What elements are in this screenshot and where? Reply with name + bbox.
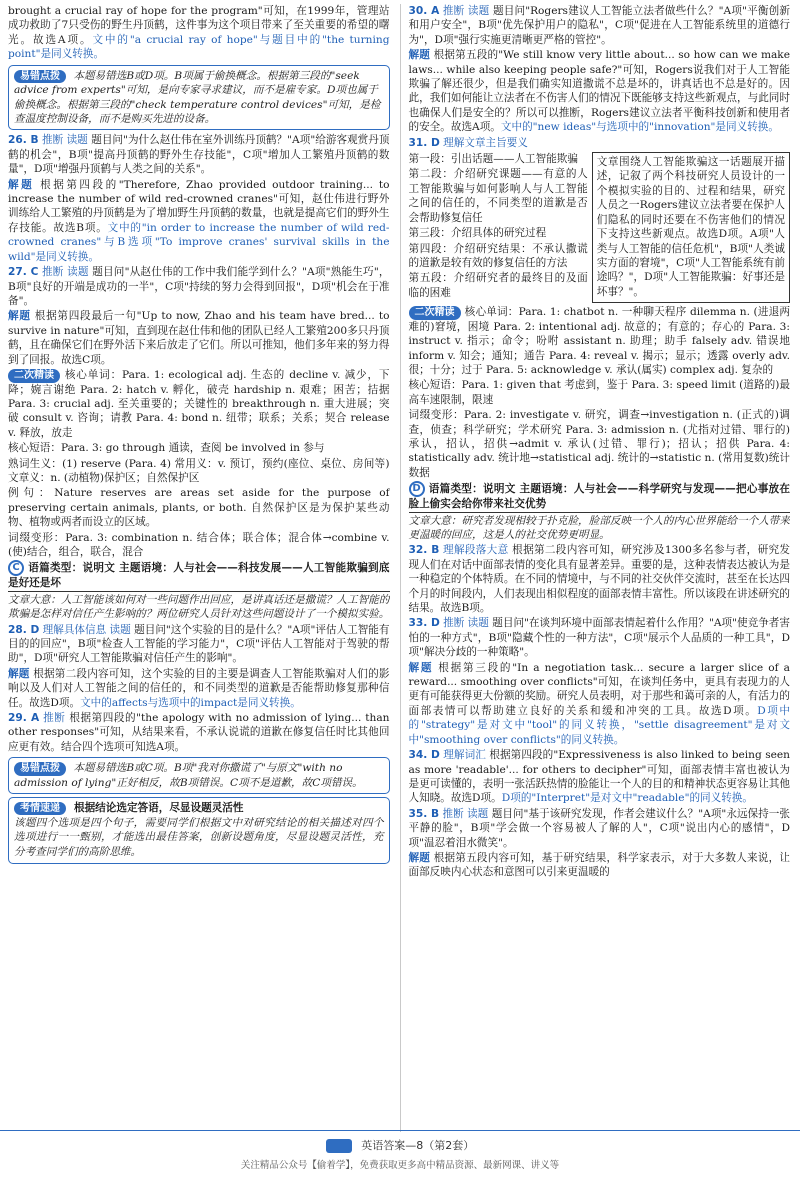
- section-c-header: C 语篇类型：说明文 主题语境：人与社会——科技发展——人工智能欺骗到底是好还是坏: [8, 560, 390, 591]
- affix-b: 词缀变形：Para. 3: combination n. 结合体；联合体；混合体→combine v. (使)结合，组合，联合，混合: [8, 531, 390, 558]
- q27-question: 27. C 推断 读题 题目问"从赵仕伟的工作中我们能学到什么？"A项"熟能生巧"，B项"良好的开端是成功的一半"，C项"持续的努力会得到回报"，D项"机会在于准备"。: [8, 266, 390, 307]
- example-b: 例句：Nature reserves are areas set aside for the purpose of preserving certain animals, plants, or both. 自然保护区是为保护某些动物、植物或两者而设立的区域。: [8, 487, 390, 529]
- q26-solution: 解题 根据第四段的"Therefore, Zhao provided outdoor training... to increase the number of wild red-crowned cranes"可知，赵仕伟进行野外训练给人工繁殖的丹顶鹤是为了增加野生丹顶鹤的数量，也就是提高它们的野外生存技能。故选B项。文中的"in order to increase the number of wild red-crowned cranes"与B选项"To improve cranes' survival skills in the wild"是同义转换。: [8, 178, 390, 263]
- right-column: [400, 4, 791, 1132]
- section-d-badge: D: [409, 481, 425, 497]
- second-reading-b: 二次精读 核心单词：Para. 1: ecological adj. 生态的 decline v. 减少，下降；婉言谢绝 Para. 2: hatch v. 孵化，破壳 hardship n. 艰难；困苦；拮据 Para. 3: crucial adj. 至关重要的；关键性的 breakthrough n. 重大进展；突破 consult v. 咨询；请教 Para. 4: bond n. 纽带；联系；关系；契合 release v. 释放，放走: [8, 368, 390, 439]
- page-number-label: 英语答案—8（第2套）: [361, 1139, 475, 1152]
- q29-question: 29. A 推断 根据第四段的"the apology with no admission of lying... than other responses"可知，从结果来看，不承认说谎的道歉在修复信任时比其他回应更有效。结合四个选项可知选A项。: [8, 712, 390, 753]
- publisher-logo-icon: [326, 1139, 352, 1153]
- core-phrases-b: 核心短语：Para. 3: go through 通读，查阅 be involved in 参与: [8, 442, 325, 455]
- q34-question: 34. D 理解词汇 根据第四段的"Expressiveness is also linked to being seen as more 'readable'... for others to decipher"可知，面部表情丰富也被认为是更可读懂的，表明一张活跃热情的脸能让一个人的目的和精神状态更容易让其他人知晓。故选D项。D项的"Interpret"是对文中"readable"的同义转换。: [408, 749, 790, 805]
- second-reading-c: 二次精读 核心单词：Para. 1: chatbot n. 一种聊天程序 dilemma n. (进退两难的)窘境，困境 Para. 2: intentional adj. 故意的；有意的；存心的 Para. 3: instruct v. 指示；命令；吩咐 assistant n. 助理；助手 falsely adv. 错误地 inform v. 知会；通知；通告 Para. 4: reveal v. 揭示；显示；透露 overly adv. 很；十分；过于 Para. 5: acknowledge v. 承认(属实) complex adj. 复杂的: [408, 306, 790, 376]
- q31-analysis-box: 文章围绕人工智能欺骗这一话题展开描述，记叙了两个科技研究人员设计的一个模拟实验的目的、过程和结果，研究人员之一Rogers建议立法者要在保护人们隐私的同时还要在不伤害他们的情况下支持这些新观点。故选D项。A项"人类与人工智能的信任危机"，B项"人类诚实方面的窘境"，C项"人工智能系统有前途吗？"，D项"人工智能欺骗：好事还是坏事？"。: [592, 152, 790, 303]
- q33-solution: 解题 根据第三段的"In a negotiation task... secure a larger slice of a reward... smoothing over conflicts"可知，在谈判任务中，更具有表现力的人更有可能获得更大份额的奖励。研究人员表明，对于那些和蔼可亲的人，有活力的面部表情可以帮助建立良好的关系和缓和冲突的工具。故选D项。D项中的"strategy"是对文中"tool"的同义转换，"settle disagreement"是对文中"smoothing over conflicts"的同义转换。: [408, 661, 790, 746]
- exam-insight-text: 该题四个选项是四个句子，需要同学们根据文中对研究结论的相关描述对四个选项进行一一甄别，才能选出最佳答案，创新设题角度，尽显设题灵活性，充分考查同学们的高阶思维。: [14, 816, 384, 858]
- q27-solution: 解题 根据第四段最后一句"Up to now, Zhao and his team have bred... to survive in nature"可知，直到现在赵仕伟和他的团队已经人工繁殖200多只丹顶鹤，且在确保它们在野外活下来后放走了它们。所以可推知，他们多年来的努力得到了回报。故选C项。: [8, 310, 390, 366]
- intro-blue-note: 文中的"a crucial ray of hope"与题目中的"the turning point"是同义转换。: [8, 33, 390, 61]
- page-footer: [0, 1130, 800, 1158]
- error-tip-text: 本题易错选B或D项。B项属于偷换概念。根据第三段的"seek advice from experts"可知，是向专家寻求建议，而不是雇专家。D项也属于偷换概念。根据第三段的"check temperature control devices"可知，是检查温度控制设备，而不是购买先进的设备。: [14, 69, 381, 126]
- q31-paragraph-outline: 第一段：引出话题——人工智能欺骗 第二段：介绍研究课题——有意的人工智能欺骗与如何影响人与人工智能之间的信任的，不同类型的道歉是否会帮助修复信任 第三段：介绍具体的研究过程 第四段：介绍研究结果：不承认撒谎的道歉是较有效的修复信任的方法 第五段：介绍研究者的最终目的及面临的困难: [408, 153, 588, 299]
- q31-structure: [409, 152, 791, 303]
- q31-question: 31. D 理解文章主旨要义: [408, 136, 528, 149]
- exam-insight-title: 根据结论选定答语，尽显设题灵活性: [74, 802, 244, 815]
- error-tip-label: 易错点拨: [14, 70, 66, 84]
- exam-insight-label: 考情速递: [14, 802, 66, 816]
- q35-question: 35. B 推断 读题 题目问"基于该研究发现，作者会建议什么？"A项"永远保持一张平静的脸"，B项"学会做一个容易被人了解的人"，C项"说出内心的感情"，D项"温忍着泪水微笑"。: [408, 807, 790, 849]
- summary-c: 文章大意：人工智能该如何对一些问题作出回应，是讲真话还是撒谎？人工智能的欺骗是怎样对信任产生影响的？两位研究人员针对这些问题设计了一个模拟实验。: [8, 593, 390, 621]
- section-d-header: D 语篇类型：说明文 主题语境：人与社会——科学研究与发现——把心事放在脸上偷实会给你带来社交优势: [409, 481, 791, 512]
- q30-solution: 解题 根据第五段的"We still know very little about... so how can we make laws... while also keeping people safe?"可知，Rogers说我们对于人工智能欺骗了解还很少，但是我们确实知道撒谎不总是坏的，讲真话也不总是好的。因此，我们如何能让立法者在不伤害人们的情况下既能够支持这些新观点，与此同时也确保人们是安全的？所以可以推断，Rogers建议立法者平衡科技创新和使用者的安全。故选A项。文中的"new ideas"与选项中的"innovation"是同义转换。: [408, 49, 790, 134]
- affix-c: 词缀变形：Para. 2: investigate v. 研究，调查→investigation n. (正式的)调查，侦查；科学研究；学术研究 Para. 3: admission n. (尤指对过错、罪行的)承认，招认，招供→admit v. 承认(过错、罪行)；招认；招供 Para. 4: statistically adv. 统计地→statistical adj. 统计的→statistic n. (常用复数)统计数据: [408, 409, 790, 479]
- shuci-b: 熟词生义：(1) reserve (Para. 4) 常用义：v. 预订，预约(座位、桌位、房间等) 文章义：n. (动植物)保护区；自然保护区: [8, 457, 390, 484]
- q26-question: 26. B 推断 读题 题目问"为什么赵仕伟在室外训练丹顶鹤？"A项"给游客观赏丹顶鹤的机会"，B项"提高丹顶鹤的野外生存技能"，C项"增加人工繁殖丹顶鹤的数量"，D项"增强丹顶鹤与人类之间的关系"。: [8, 134, 390, 176]
- section-c-badge: C: [8, 560, 24, 576]
- core-phrases-c: 核心短语：Para. 1: given that 考虑到，鉴于 Para. 3: speed limit (道路的)最高车速限制，限速: [408, 379, 790, 406]
- error-tip-box-2: 易错点拨 本题易错选B或C项。B项"我对你撒谎了"与原文"with no admission of lying"正好相反，故B项错误。C项不是道歉，故C项错误。: [8, 757, 390, 794]
- q32-question: 32. B 理解段落大意 根据第二段内容可知，研究涉及1300多名参与者，研究发现人们在对话中面部表情的变化具有显著差异。重要的是，这种表情表达被认为是一种稳定的个体特质。在不同的情境中，与不同的社交伙伴交流时，甚至在长达四个月的时间段内，人们表现出相似程度的面部表情丰富性。所以该段在讲述研究的结果。故选B项。: [408, 544, 790, 615]
- bottom-promo-note: 关注精品公众号【偷着学】，免费获取更多高中精品资源、最新网课、讲义等: [240, 1160, 560, 1171]
- q33-question: 33. D 推断 读题 题目问"在谈判环境中面部表情起着什么作用？"A项"使竞争者害怕的一种方式"，B项"隐藏个性的一种方法"，C项"展示个人品质的一种工具"，D项"解决分歧的一种策略"。: [408, 617, 790, 659]
- exam-insight-box: [8, 797, 390, 864]
- error-tip-box: [8, 65, 390, 131]
- left-column: [8, 4, 390, 1132]
- q28-question: 28. D 理解具体信息 读题 题目问"这个实验的目的是什么？"A项"评估人工智能有目的的回应"，B项"检查人工智能的学习能力"，C项"评估人工智能对于驾驶的帮助"，D项"研究人工智能欺骗对信任产生的影响"。: [8, 623, 390, 665]
- q35-solution: 解题 根据第五段内容可知，基于研究结果，科学家表示，对于大多数人来说，让面部反映内心状态和意图可以引来更温暖的: [408, 851, 790, 879]
- intro-paragraph: brought a crucial ray of hope for the program"可知，在1999年，管理站成功救助了7只受伤的野生丹顶鹤，这件事为这个项目带来了至关重要的希望的曙光。故选A项。文中的"a crucial ray of hope"与题目中的"the turning point"是同义转换。: [8, 5, 390, 61]
- q28-solution: 解题 根据第二段内容可知，这个实验的目的主要是调查人工智能欺骗对人们的影响以及人们对人工智能之间的信任的，和不同类型的道歉是否能帮助修复那种信任。故选D项。文中的affects与选项中的impact是同义转换。: [8, 667, 390, 709]
- q30-question: 30. A 推断 读题 题目问"Rogers建议人工智能立法者做些什么？"A项"平衡创新和用户安全"，B项"优先保护用户的隐私"，C项"促进在人工智能系统里的道德行为"，D项"强行实施更清晰更严格的管控"。: [408, 5, 790, 46]
- summary-d: 文章大意：研究者发现相较于扑克脸，脸部反映一个人的内心世界能给一个人带来更温暖的回应，这是人的社交优势更明显。: [408, 514, 790, 541]
